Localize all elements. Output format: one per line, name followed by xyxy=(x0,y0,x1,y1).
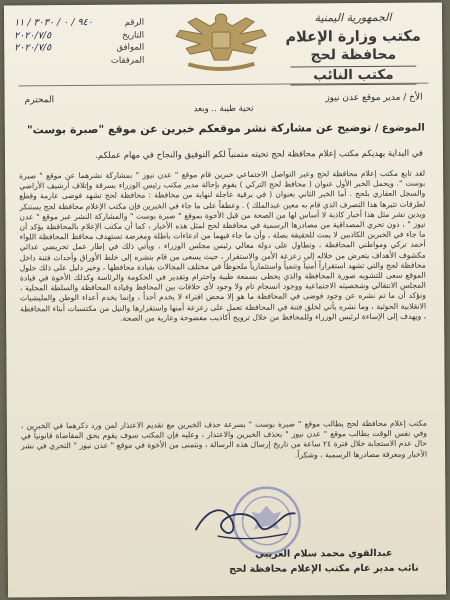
letter-page xyxy=(4,2,446,597)
body-paragraph-2: مكتب إعلام محافظة لحج يطالب موقع " صبرة بوست " بسرعة حذف الخبرين مع تقديم الاعتذار لمن ورد ذكرهما في الخبرين ، وفي نفس الوقت يطالب موقع " عدن نيوز " بحذف الخبرين والاعتذار ، وعليه فإن المكتب سوف يقوم بحق المقاضاة قانونياً في حال عدم الاستجابة خلال فترة ٢٤ ساعة من تاريخ إرسال هذه الرسالة ، ونتمنى من الأخوة في موقع " عدن نيوز " التحري في نشر الأخبار ومعرفة مصادرها الرسمية ، وشكراً. xyxy=(20,418,428,460)
corresponding-label: الموافق xyxy=(116,42,145,53)
number-label: الرقم xyxy=(124,17,145,28)
reference-block xyxy=(14,17,144,68)
body-paragraph-1: لقد تابع مكتب إعلام محافظة لحج وعبر التواصل الاجتماعي خبرين قام موقع " عدن نيوز " بمشاركة نشرهما عن موقع " صبرة بوست ". ويحمل الخبر الأول عنوان ( محافظ لحج التركي ) يقوم بإحالة مدير مكتب رئيس الوزراء بسرقة وإتلاف أرشيف الأراضي والسجل العقاري بلحج . أما الخبر الثاني بعنوان ( في برقية عاجلة لنهاية من محافظة : محافظة لحج تشهد فوضى عارمة وقطع لطرقات تثيرها هذا التصرف الذي قام به معين عبدالملك ) . وعطفاً على ما جاء في الخبرين فإن مكتب الإعلام محافظة لحج يستنكر ويدين نشر مثل هذا أخبار كاذبة لا أساس لها من الصحة من قبل الأخوة بموقع " صبرة بوست " والمشاركة النشر عبر موقع " عدن نيوز " ، دون تحري المصداقية من مصادرها الرسمية في محافظة لحج لمثل هذه الأخبار ، كما أن مكتب الإعلام بالمحافظة يؤكد أن ما جاء في الخبرين الكاذبين لا يمت للحقيقة بصلة ، وأن ما جاء فيهما من ادعاءات باطلة ومغرضة تستهدف محافظ المحافظة اللواء أحمد تركي ومواطني المحافظة ، وتطاول على دولة معالي رئيس مجلس الوزراء ، ويأتي ذلك في إطار عمل تحريضي عدائي مكشوف الأهداف يتعرض من خلاله إلى زعزعة الأمن والاستقرار ، حيث يسعى من قام بنشره إلى خلط الأوراق وأحداث فتنة داخل محافظة لحج والتي تشهد استقراراً أمنياً وتنمياً واستثمارياً ملحوظاً في مختلف المجالات بقيادة محافظها ، وخير دليل على ذلك حلول الموقع سعى للتشويه صورة المحافظة والذي يحظى بسمعة طيبة واحترام وتقدير في الحكومة والرئاسة وكذلك الأخوة في قيادة المجلس الانتقالي وشخصيته الاجتماعية ووجود انسجام تام ولا وجود لأي خلافات بين المحافظ وقيادة المحافظة والسلطة المحلية ، ونؤكد أن ما تم نشره عن وجود فوضى في المحافظة ما هو إلا محض افتراء لا يخدم أحداً ، وإنما يخدم أعداء الوطن والمليشيات الانقلابية الحوثية ، وما نشره يأتي لخلق فتنة في المحافظة تعمل على زعزعة أمنها واستقرارها والنيل من مكتسبات أبناء المحافظة ، ويهدف إلى الإساءة لرئيس الوزراء وللمحافظ من خلال ترويج أكاذيب مفضوحة وعارية من الصحة. xyxy=(19,168,427,323)
date-label: التاريخ xyxy=(122,30,145,41)
subject-line xyxy=(19,121,425,137)
eagle-emblem-icon xyxy=(166,8,276,79)
number-value: ٩٤٠ / ٠ / ٣٠٣٠ / ١١ xyxy=(14,16,93,29)
letterhead xyxy=(278,11,429,86)
date-value: ٢٠٢٠/٧/٥ xyxy=(14,29,52,41)
respected-word: المحترم xyxy=(24,95,55,106)
intro-line: في البداية يهديكم مكتب إعلام محافظة لحج تحيته متمنياً لكم التوفيق والنجاح في مهام عملكم. xyxy=(95,148,424,161)
office-line: مكتب النائب xyxy=(290,66,416,86)
subject-text: توضيح عن مشاركة نشر موقعكم خبرين عن موقع "صبرة بوست" xyxy=(26,120,372,137)
republic-line: الجمهورية اليمنية xyxy=(314,10,392,25)
handwritten-signature-icon xyxy=(187,489,307,550)
governorate-line: محافظة لحج xyxy=(310,46,397,64)
subject-label: الموضوع / xyxy=(374,122,425,134)
signatory-name: عبدالقوي محمد سلام العريبي xyxy=(255,547,393,560)
corresponding-value: ٢٠٢٠/٧/٥ xyxy=(14,42,52,54)
signatory-title: نائب مدير عام مكتب الإعلام محافظة لحج xyxy=(229,562,419,575)
addressee: الأخ / مدير موقع عدن نيوز xyxy=(325,92,423,104)
greeting: تحية طيبة .. وبعد xyxy=(193,103,254,115)
attachments-label: المرفقات xyxy=(110,55,145,66)
ministry-line: مكتب وزارة الإعلام xyxy=(285,28,421,46)
